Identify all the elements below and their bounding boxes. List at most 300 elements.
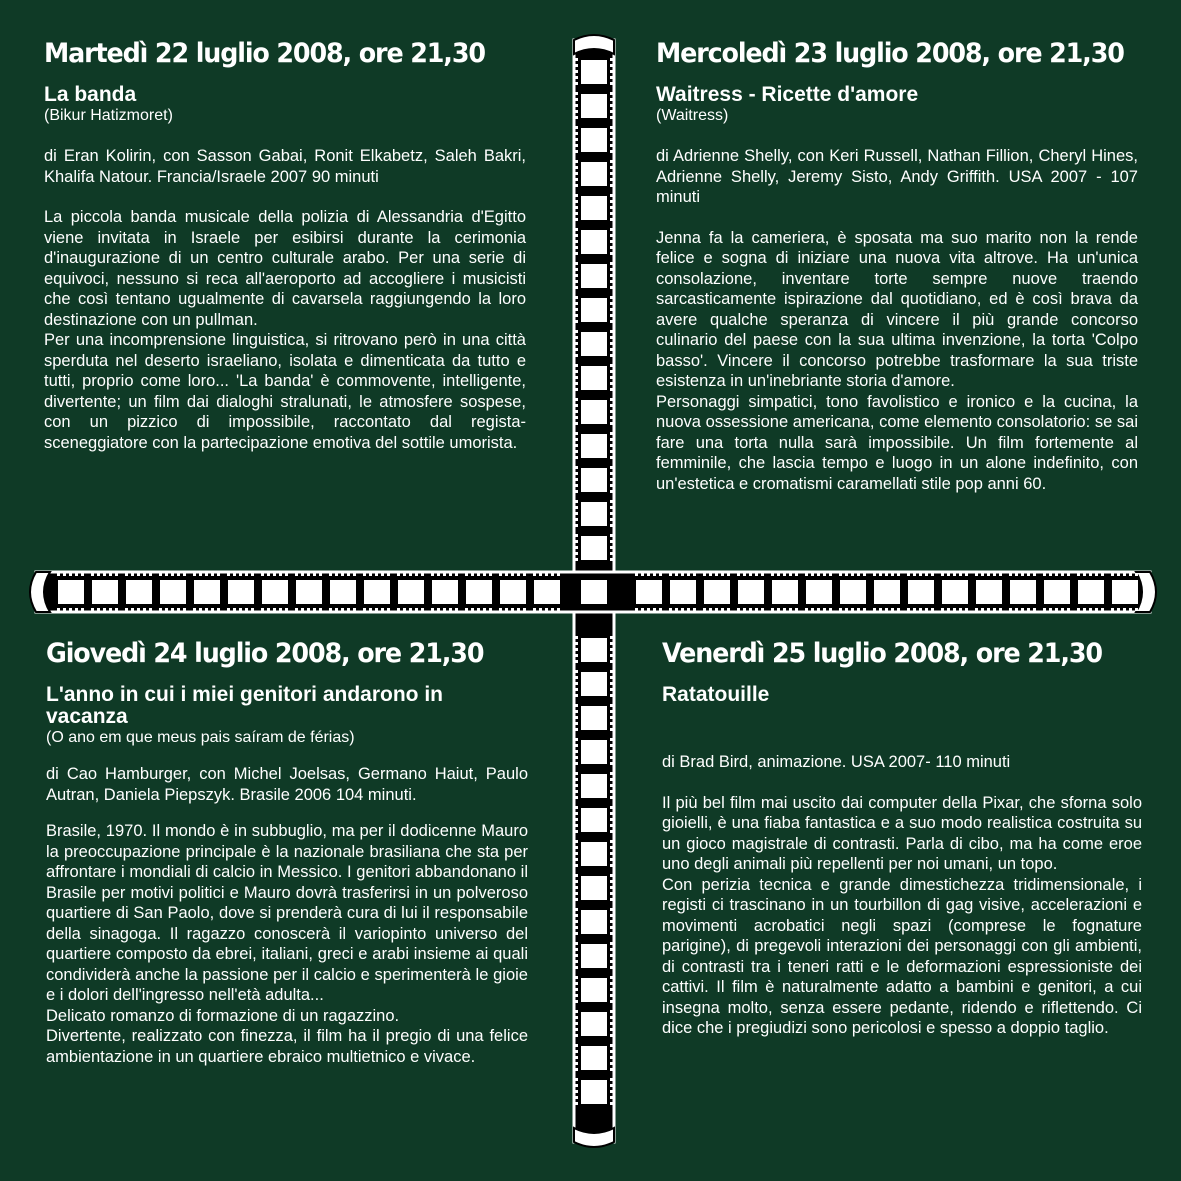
film-sprocket: [610, 472, 613, 475]
film-sprocket: [743, 608, 746, 611]
film-sprocket: [610, 166, 613, 169]
film-card-1: [44, 38, 526, 453]
film-sprocket: [610, 172, 613, 175]
film-sprocket: [575, 670, 578, 673]
film-sprocket: [499, 608, 502, 611]
film-sprocket: [610, 1102, 613, 1105]
film-sprocket: [925, 608, 928, 611]
film-sprocket: [610, 268, 613, 271]
film-sprocket: [575, 654, 578, 657]
film-sprocket: [415, 573, 418, 576]
film-perforation: [262, 580, 288, 604]
film-perforation: [581, 842, 607, 866]
film-perforation: [1044, 580, 1070, 604]
film-description: [656, 228, 1138, 495]
film-sprocket: [610, 1084, 613, 1087]
film-sprocket: [610, 178, 613, 181]
film-sprocket: [987, 608, 990, 611]
film-sprocket: [575, 932, 578, 935]
film-sprocket: [449, 608, 452, 611]
film-sprocket: [307, 573, 310, 576]
film-sprocket: [575, 218, 578, 221]
film-sprocket: [610, 132, 613, 135]
film-sprocket: [319, 608, 322, 611]
film-sprocket: [575, 524, 578, 527]
film-sprocket: [610, 806, 613, 809]
film-sprocket: [1135, 573, 1138, 576]
film-sprocket: [575, 348, 578, 351]
film-sprocket: [115, 573, 118, 576]
film-sprocket: [610, 308, 613, 311]
film-sprocket: [313, 573, 316, 576]
film-perforation: [636, 580, 662, 604]
film-sprocket: [575, 472, 578, 475]
film-sprocket: [199, 608, 202, 611]
film-sprocket: [610, 200, 613, 203]
film-sprocket: [610, 880, 613, 883]
film-sprocket: [1043, 573, 1046, 576]
film-sprocket: [455, 608, 458, 611]
film-sprocket: [783, 608, 786, 611]
film-sprocket: [635, 573, 638, 576]
film-sprocket: [610, 756, 613, 759]
film-perforation: [398, 580, 424, 604]
film-sprocket: [610, 1028, 613, 1031]
film-sprocket: [1033, 608, 1036, 611]
film-sprocket: [1009, 573, 1012, 576]
film-sprocket: [610, 194, 613, 197]
film-sprocket: [987, 573, 990, 576]
film-sprocket: [575, 1096, 578, 1099]
film-sprocket: [851, 608, 854, 611]
film-sprocket: [575, 342, 578, 345]
film-sprocket: [805, 608, 808, 611]
film-sprocket: [610, 1022, 613, 1025]
film-sprocket: [993, 573, 996, 576]
film-sprocket: [575, 994, 578, 997]
film-sprocket: [575, 200, 578, 203]
film-sprocket: [285, 608, 288, 611]
film-sprocket: [575, 456, 578, 459]
description-paragraph: Divertente, realizzato con finezza, il film ha il pregio di una felice ambientazione in un quartiere ebraico multietnico e vivace.: [46, 1027, 528, 1066]
film-sprocket: [575, 246, 578, 249]
film-sprocket: [575, 914, 578, 917]
film-sprocket: [709, 573, 712, 576]
film-sprocket: [575, 772, 578, 775]
film-sprocket: [610, 670, 613, 673]
film-sprocket: [1129, 573, 1132, 576]
film-sprocket: [273, 573, 276, 576]
film-sprocket: [551, 573, 554, 576]
film-sprocket: [575, 636, 578, 639]
film-sprocket: [721, 608, 724, 611]
film-sprocket: [575, 364, 578, 367]
film-sprocket: [575, 954, 578, 957]
film-perforation: [581, 706, 607, 730]
film-sprocket: [845, 573, 848, 576]
film-sprocket: [610, 342, 613, 345]
film-sprocket: [1101, 608, 1104, 611]
film-sprocket: [789, 573, 792, 576]
film-perforation: [581, 468, 607, 492]
film-sprocket: [575, 314, 578, 317]
film-sprocket: [897, 608, 900, 611]
film-sprocket: [575, 926, 578, 929]
film-sprocket: [375, 608, 378, 611]
film-sprocket: [91, 608, 94, 611]
film-sprocket: [63, 573, 66, 576]
film-sprocket: [575, 688, 578, 691]
film-sprocket: [885, 573, 888, 576]
film-sprocket: [295, 608, 298, 611]
film-sprocket: [575, 150, 578, 153]
film-sprocket: [610, 70, 613, 73]
film-sprocket: [610, 914, 613, 917]
film-sprocket: [465, 573, 468, 576]
film-sprocket: [641, 573, 644, 576]
film-perforation: [840, 580, 866, 604]
film-sprocket: [575, 982, 578, 985]
film-sprocket: [477, 573, 480, 576]
film-sprocket: [341, 573, 344, 576]
film-sprocket: [575, 234, 578, 237]
film-sprocket: [863, 573, 866, 576]
film-perforation: [581, 1012, 607, 1036]
description-paragraph: Il più bel film mai uscito dai computer della Pixar, che sforna solo gioielli, è una fiaba fantastica e a suo modo realistica costruita su un gioco magistrale di contrasti. Parla di cibo, ma ha come eroe uno degli animali più repellenti per noi umani, un topo.: [662, 793, 1142, 873]
film-sprocket: [575, 960, 578, 963]
film-sprocket: [91, 573, 94, 576]
film-sprocket: [1095, 573, 1098, 576]
film-sprocket: [610, 512, 613, 515]
film-sprocket: [575, 438, 578, 441]
film-sprocket: [575, 172, 578, 175]
film-sprocket: [907, 608, 910, 611]
film-sprocket: [575, 280, 578, 283]
film-sprocket: [165, 573, 168, 576]
film-sprocket: [873, 573, 876, 576]
film-sprocket: [749, 608, 752, 611]
film-sprocket: [681, 608, 684, 611]
film-sprocket: [75, 573, 78, 576]
film-sprocket: [575, 948, 578, 951]
film-sprocket: [545, 608, 548, 611]
film-sprocket: [610, 138, 613, 141]
film-sprocket: [575, 110, 578, 113]
film-sprocket: [397, 573, 400, 576]
film-sprocket: [233, 573, 236, 576]
film-perforation: [296, 580, 322, 604]
film-sprocket: [610, 246, 613, 249]
film-sprocket: [575, 336, 578, 339]
film-sprocket: [610, 450, 613, 453]
film-perforation: [228, 580, 254, 604]
film-sprocket: [301, 608, 304, 611]
film-credits: di Adrienne Shelly, con Keri Russell, Nathan Fillion, Cheryl Hines, Adrienne Shelly, Jeremy Sisto, Andy Griffith. USA 2007 - 107 minuti: [656, 147, 1138, 206]
film-sprocket: [1117, 608, 1120, 611]
film-perforation: [581, 332, 607, 356]
film-sprocket: [610, 1096, 613, 1099]
film-sprocket: [761, 573, 764, 576]
film-sprocket: [239, 573, 242, 576]
film-sprocket: [1067, 573, 1070, 576]
film-perforation: [92, 580, 118, 604]
film-sprocket: [727, 573, 730, 576]
film-sprocket: [575, 694, 578, 697]
film-description: [662, 793, 1142, 1039]
film-sprocket: [795, 573, 798, 576]
film-sprocket: [575, 1022, 578, 1025]
film-sprocket: [839, 608, 842, 611]
film-sprocket: [610, 864, 613, 867]
film-perforation: [500, 580, 526, 604]
film-sprocket: [81, 608, 84, 611]
film-perforation: [1112, 580, 1138, 604]
film-sprocket: [610, 92, 613, 95]
film-sprocket: [610, 1090, 613, 1093]
film-sprocket: [575, 762, 578, 765]
film-perforation: [534, 580, 560, 604]
film-sprocket: [165, 608, 168, 611]
film-sprocket: [610, 126, 613, 129]
film-sprocket: [1009, 608, 1012, 611]
film-sprocket: [653, 573, 656, 576]
film-sprocket: [575, 648, 578, 651]
film-sprocket: [97, 608, 100, 611]
film-sprocket: [575, 92, 578, 95]
film-perforation: [1010, 580, 1036, 604]
film-perforation: [194, 580, 220, 604]
film-credits: di Cao Hamburger, con Michel Joelsas, Germano Haiut, Paulo Autran, Daniela Piepszyk. Brasile 2006 104 minuti.: [46, 765, 528, 804]
film-sprocket: [575, 1050, 578, 1053]
film-perforation: [330, 580, 356, 604]
film-sprocket: [817, 573, 820, 576]
film-sprocket: [233, 608, 236, 611]
film-sprocket: [1027, 573, 1030, 576]
film-title: Ratatouille: [662, 683, 770, 706]
film-sprocket: [610, 552, 613, 555]
film-sprocket: [777, 608, 780, 611]
film-sprocket: [273, 608, 276, 611]
film-sprocket: [1021, 608, 1024, 611]
film-sprocket: [115, 608, 118, 611]
film-sprocket: [610, 76, 613, 79]
film-sprocket: [245, 608, 248, 611]
film-sprocket: [610, 926, 613, 929]
film-sprocket: [267, 573, 270, 576]
film-sprocket: [575, 262, 578, 265]
description-paragraph: Per una incomprensione linguistica, si ritrovano però in una città sperduta nel deserto israeliano, isolata e dimenticata da tutto e tutti, proprio come loro... 'La banda' è commovente, intelligente, divertente; un film dai dialoghi stralunati, le atmosfere sospese, con un pizzico di impossibile, raccontato dal regista-sceneggiatore con la partecipazione emotiva del sottile umorista.: [44, 331, 526, 452]
film-sprocket: [575, 778, 578, 781]
film-sprocket: [575, 330, 578, 333]
film-sprocket: [575, 466, 578, 469]
film-sprocket: [227, 608, 230, 611]
film-perforation: [806, 580, 832, 604]
film-sprocket: [575, 1068, 578, 1071]
film-sprocket: [575, 194, 578, 197]
film-sprocket: [443, 573, 446, 576]
film-sprocket: [659, 573, 662, 576]
film-sprocket: [131, 608, 134, 611]
film-sprocket: [477, 608, 480, 611]
film-sprocket: [610, 948, 613, 951]
film-sprocket: [575, 206, 578, 209]
film-sprocket: [575, 302, 578, 305]
film-sprocket: [703, 573, 706, 576]
film-sprocket: [610, 942, 613, 945]
film-sprocket: [610, 846, 613, 849]
film-sprocket: [335, 608, 338, 611]
film-sprocket: [575, 976, 578, 979]
film-sprocket: [610, 438, 613, 441]
film-sprocket: [575, 286, 578, 289]
film-sprocket: [610, 160, 613, 163]
film-card-2: [656, 38, 1138, 494]
film-sprocket: [610, 432, 613, 435]
film-sprocket: [879, 608, 882, 611]
film-sprocket: [539, 573, 542, 576]
film-sprocket: [610, 382, 613, 385]
film-perforation: [581, 196, 607, 220]
film-sprocket: [610, 388, 613, 391]
film-perforation: [1078, 580, 1104, 604]
film-perforation: [581, 774, 607, 798]
film-sprocket: [575, 784, 578, 787]
film-sprocket: [610, 654, 613, 657]
film-sprocket: [575, 1000, 578, 1003]
film-sprocket: [823, 573, 826, 576]
film-sprocket: [610, 1050, 613, 1053]
description-paragraph: Personaggi simpatici, tono favolistico e ironico e la cucina, la nuova ossessione americana, come elemento consolatorio: se sai fare una torta nulla sarà impossibile. Un film fortemente al femminile, che lascia tempo e luogo in un alone indefinito, con un'estetica e cromatismi caramellati stile pop anni 60.: [656, 392, 1138, 493]
film-sprocket: [1101, 573, 1104, 576]
film-sprocket: [403, 573, 406, 576]
film-sprocket: [183, 608, 186, 611]
film-sprocket: [610, 976, 613, 979]
film-sprocket: [575, 432, 578, 435]
film-sprocket: [1135, 608, 1138, 611]
film-sprocket: [610, 728, 613, 731]
film-sprocket: [575, 116, 578, 119]
film-sprocket: [575, 212, 578, 215]
film-sprocket: [811, 608, 814, 611]
film-sprocket: [575, 410, 578, 413]
film-sprocket: [353, 608, 356, 611]
film-sprocket: [575, 178, 578, 181]
film-sprocket: [261, 608, 264, 611]
film-sprocket: [610, 676, 613, 679]
film-sprocket: [647, 608, 650, 611]
film-sprocket: [610, 104, 613, 107]
film-sprocket: [675, 573, 678, 576]
film-perforation: [581, 1046, 607, 1070]
film-sprocket: [575, 274, 578, 277]
film-sprocket: [913, 608, 916, 611]
film-sprocket: [610, 932, 613, 935]
film-sprocket: [1123, 573, 1126, 576]
film-sprocket: [1117, 573, 1120, 576]
film-sprocket: [610, 144, 613, 147]
film-sprocket: [1089, 573, 1092, 576]
film-sprocket: [575, 144, 578, 147]
film-sprocket: [575, 64, 578, 67]
film-sprocket: [387, 608, 390, 611]
film-sprocket: [545, 573, 548, 576]
description-paragraph: Con perizia tecnica e grande dimestichezza tridimensionale, i registi ci trascinano in un tourbillon di gag visive, accelerazioni e movimenti acrobatici negli spazi (comprese le fognature parigine), di pregevoli interazioni dei personaggi con gli ambienti, di contrasti tra i teneri ratti e le deformazioni espressioniste dei cattivi. Il film è naturalmente adatto a bambini e genitori, a cui insegna molto, senza essere pedante, ridendo e riflettendo. Ci dice che i pregiudizi sono pericolosi e spesso a doppio taglio.: [662, 875, 1142, 1037]
film-sprocket: [575, 1090, 578, 1093]
film-sprocket: [953, 573, 956, 576]
film-sprocket: [610, 1010, 613, 1013]
film-sprocket: [610, 750, 613, 753]
film-sprocket: [301, 573, 304, 576]
film-sprocket: [863, 608, 866, 611]
film-sprocket: [523, 608, 526, 611]
film-credits: di Eran Kolirin, con Sasson Gabai, Ronit Elkabetz, Saleh Bakri, Khalifa Natour. Francia/Israele 2007 90 minuti: [44, 147, 526, 186]
film-sprocket: [610, 58, 613, 61]
film-sprocket: [669, 608, 672, 611]
film-sprocket: [575, 506, 578, 509]
film-sprocket: [575, 1034, 578, 1037]
film-sprocket: [965, 573, 968, 576]
film-sprocket: [1015, 608, 1018, 611]
film-sprocket: [610, 218, 613, 221]
film-sprocket: [575, 104, 578, 107]
film-sprocket: [653, 608, 656, 611]
film-sprocket: [721, 573, 724, 576]
film-sprocket: [381, 573, 384, 576]
film-sprocket: [857, 608, 860, 611]
film-sprocket: [539, 608, 542, 611]
film-sprocket: [715, 573, 718, 576]
film-sprocket: [575, 132, 578, 135]
film-sprocket: [975, 608, 978, 611]
film-sprocket: [335, 573, 338, 576]
film-sprocket: [471, 573, 474, 576]
film-sprocket: [575, 1028, 578, 1031]
film-sprocket: [217, 608, 220, 611]
film-sprocket: [669, 573, 672, 576]
film-sprocket: [610, 898, 613, 901]
film-sprocket: [575, 722, 578, 725]
film-sprocket: [845, 608, 848, 611]
film-sprocket: [610, 908, 613, 911]
film-sprocket: [533, 608, 536, 611]
film-sprocket: [610, 240, 613, 243]
film-sprocket: [610, 772, 613, 775]
film-sprocket: [610, 206, 613, 209]
film-sprocket: [575, 228, 578, 231]
film-sprocket: [575, 812, 578, 815]
film-sprocket: [387, 573, 390, 576]
film-perforation: [581, 162, 607, 186]
film-sprocket: [575, 704, 578, 707]
film-sprocket: [610, 858, 613, 861]
screening-date: Mercoledì 23 luglio 2008, ore 21,30: [656, 38, 1124, 69]
film-perforation: [581, 366, 607, 390]
film-sprocket: [69, 573, 72, 576]
film-sprocket: [610, 336, 613, 339]
film-sprocket: [681, 573, 684, 576]
film-sprocket: [575, 354, 578, 357]
film-sprocket: [227, 573, 230, 576]
film-sprocket: [575, 58, 578, 61]
film-sprocket: [959, 573, 962, 576]
film-sprocket: [727, 608, 730, 611]
film-sprocket: [1033, 573, 1036, 576]
film-sprocket: [81, 573, 84, 576]
film-sprocket: [143, 573, 146, 576]
film-sprocket: [375, 573, 378, 576]
film-sprocket: [1021, 573, 1024, 576]
film-sprocket: [687, 608, 690, 611]
